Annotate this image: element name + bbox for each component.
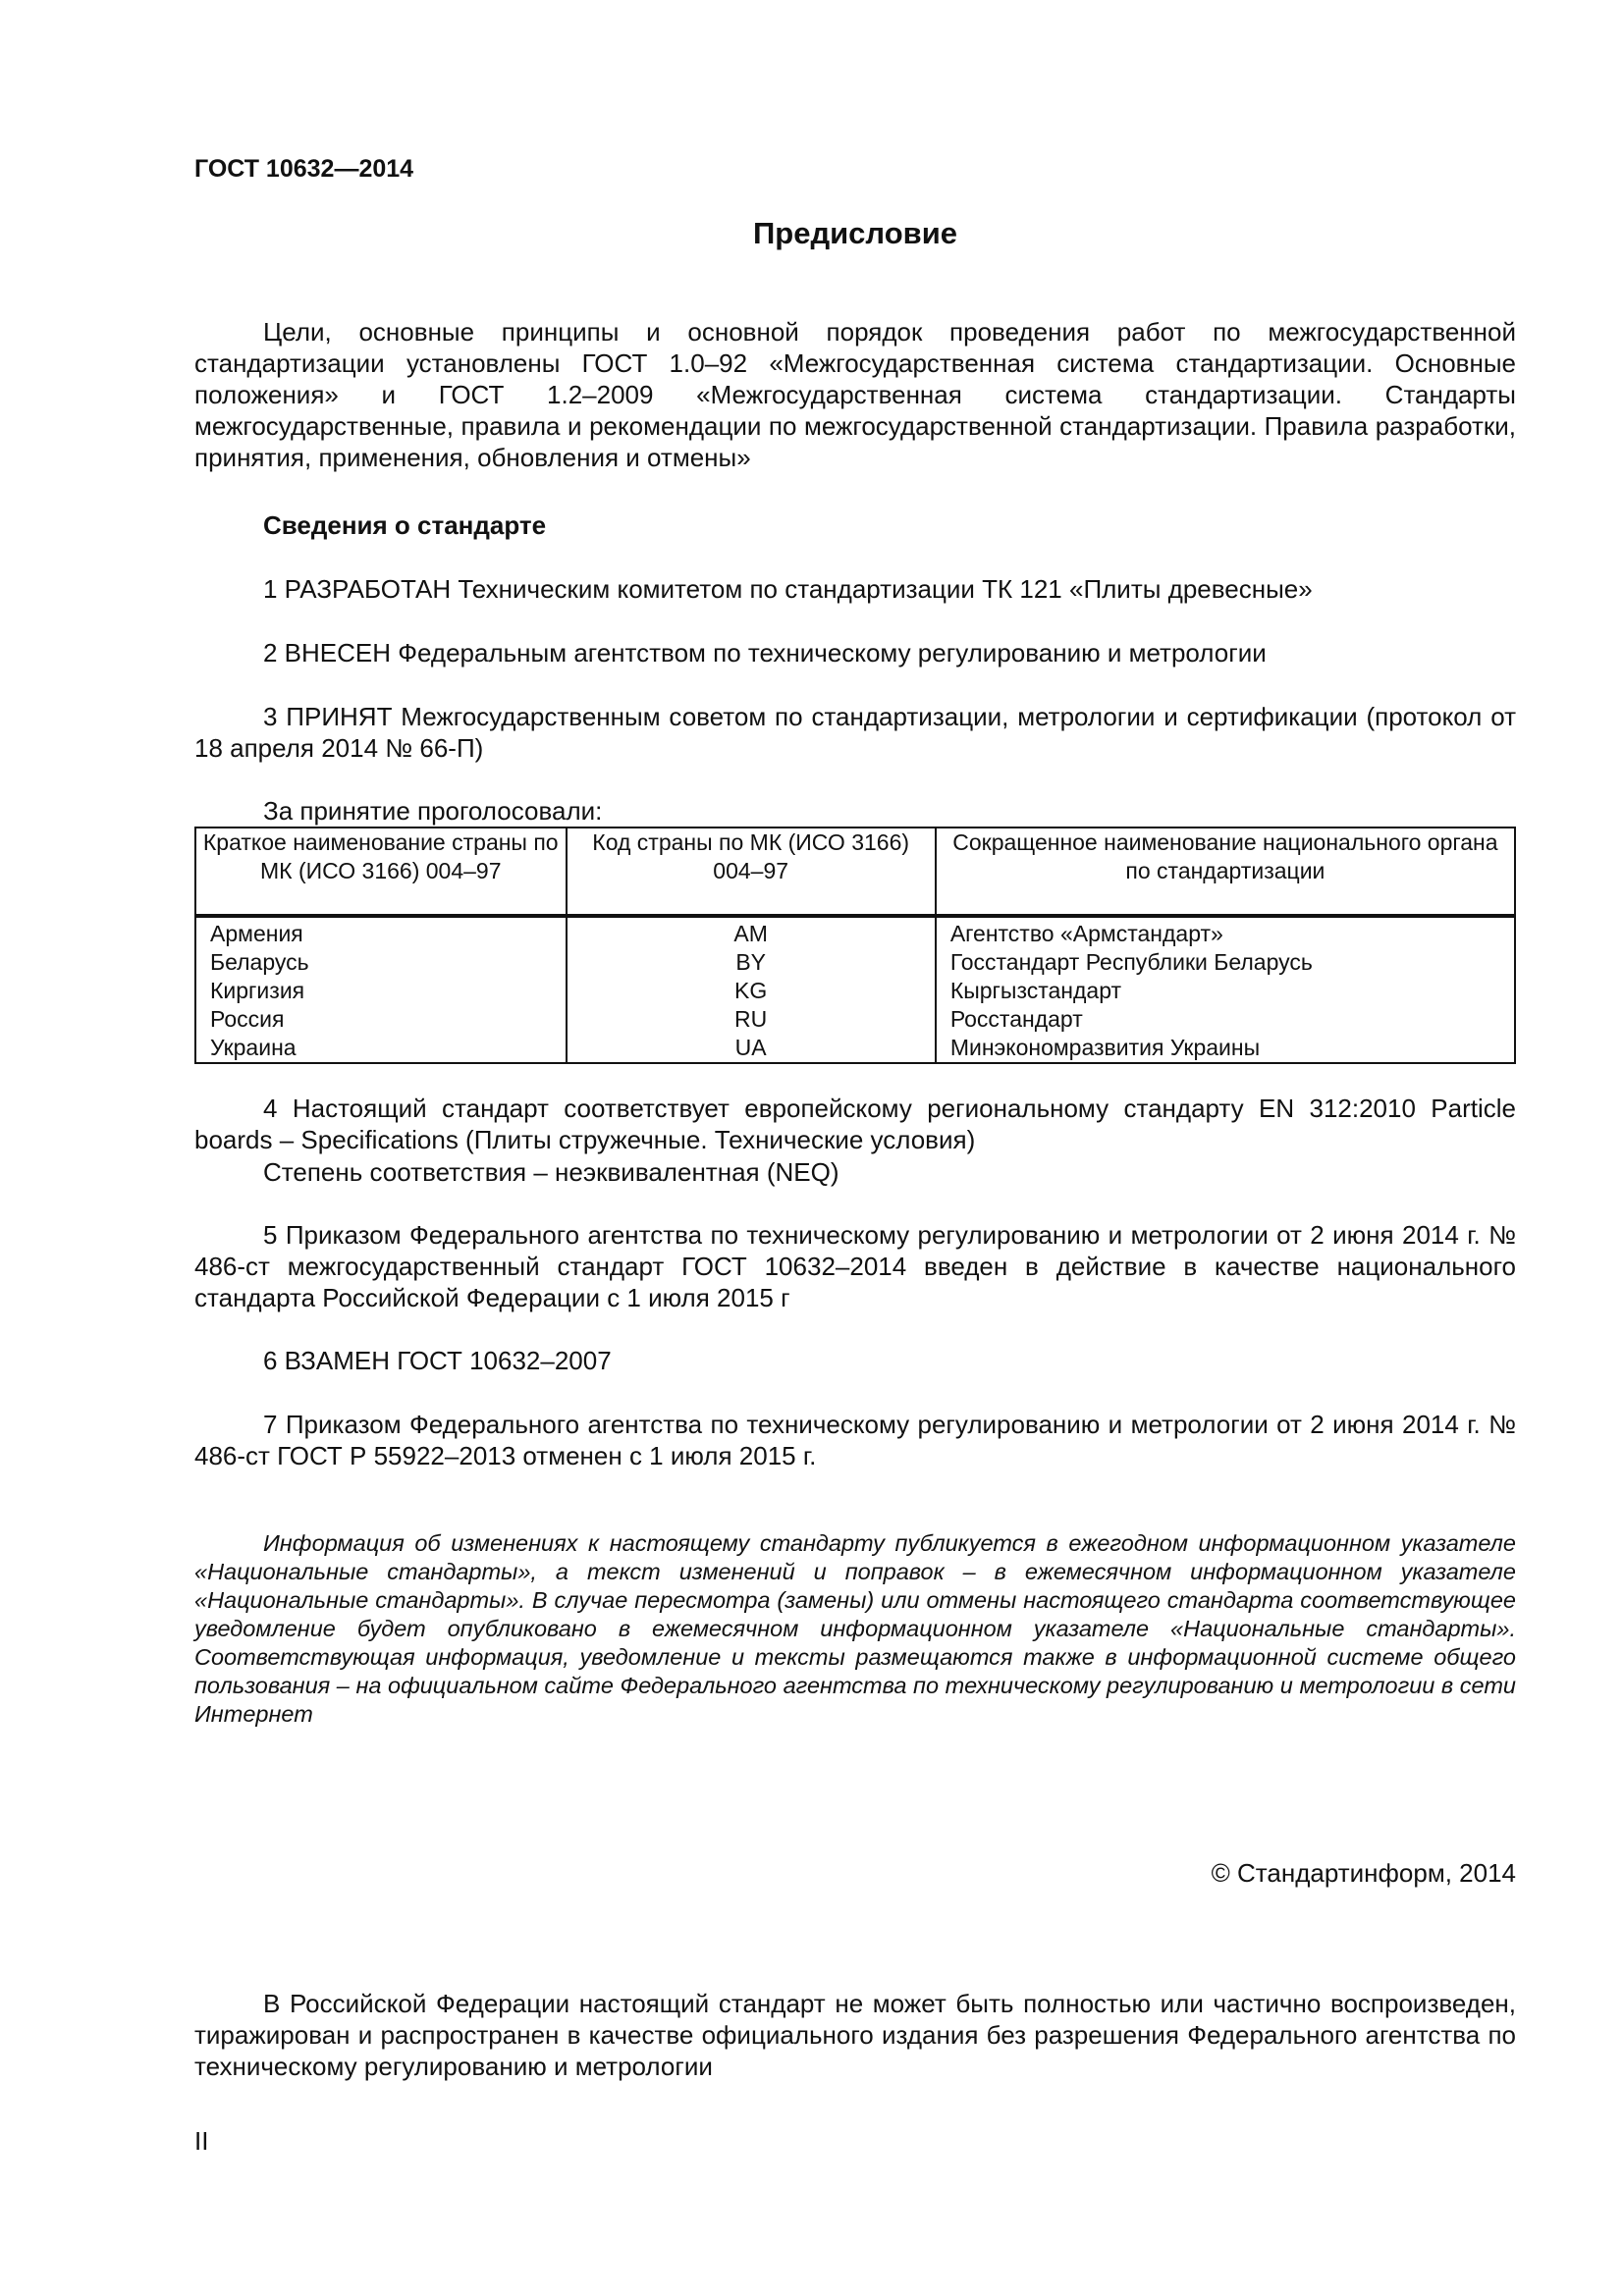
- cell-code: KG: [567, 977, 936, 1005]
- page-number: II: [194, 2126, 209, 2156]
- item-cancelled: 7 Приказом Федерального агентства по техническому регулированию и метрологии от 2 июня 2014 г. № 486-ст ГОСТ Р 55922–2013 отменен с 1 июля 2015 г.: [194, 1410, 1516, 1470]
- page-title: Предисловие: [752, 216, 957, 250]
- table-header-row: [195, 828, 1515, 916]
- cell-country: Беларусь: [195, 948, 567, 977]
- item-replaces: 6 ВЗАМЕН ГОСТ 10632–2007: [263, 1346, 612, 1375]
- cell-code: BY: [567, 948, 936, 977]
- notice-paragraph: Информация об изменениях к настоящему стандарту публикуется в ежегодном информационном указателе «Национальные стандарты», а текст изменений и поправок – в ежемесячном информационном указателе «Национальные стандарты». В случае пересмотра (замены) или отмены настоящего стандарта соответствующее уведомление будет опубликовано в ежемесячном информационном указателе «Национальные стандарты». Соответствующая информация, уведомление и тексты размещаются также в информационной системе общего пользования – на официальном сайте Федерального агентства по техническому регулированию и метрологии в сети Интернет: [194, 1530, 1516, 1727]
- cell-body: Минэкономразвития Украины: [936, 1034, 1515, 1063]
- item-adopted: 3 ПРИНЯТ Межгосударственным советом по стандартизации, метрологии и сертификации (протокол от 18 апреля 2014 № 66-П): [194, 702, 1516, 763]
- table-header-body: Сокращенное наименование национального органа по стандартизации: [936, 828, 1515, 916]
- table-row: [195, 916, 1515, 948]
- table-row: [195, 977, 1515, 1005]
- cell-country: Армения: [195, 916, 567, 948]
- document-page: [194, 0, 1516, 2296]
- voted-label: За принятие проголосовали:: [263, 796, 603, 826]
- item-order: 5 Приказом Федерального агентства по техническому регулированию и метрологии от 2 июня 2014 г. № 486-ст межгосударственный стандарт ГОСТ 10632–2014 введен в действие в качестве национального стандарта Российской Федерации с 1 июля 2015 г: [194, 1220, 1516, 1312]
- cell-code: RU: [567, 1005, 936, 1034]
- cell-country: Киргизия: [195, 977, 567, 1005]
- table-row: [195, 1034, 1515, 1063]
- item-introduced: 2 ВНЕСЕН Федеральным агентством по техническому регулированию и метрологии: [263, 638, 1267, 667]
- copyright: © Стандартинформ, 2014: [1211, 1858, 1516, 1888]
- item-conformity: 4 Настоящий стандарт соответствует европейскому региональному стандарту EN 312:2010 Particle boards – Specifications (Плиты стружечные. Технические условия): [194, 1094, 1516, 1154]
- legal-paragraph: В Российской Федерации настоящий стандарт не может быть полностью или частично воспроизведен, тиражирован и распространен в качестве официального издания без разрешения Федерального агентства по техническому регулированию и метрологии: [194, 1989, 1516, 2081]
- cell-code: UA: [567, 1034, 936, 1063]
- document-header: ГОСТ 10632—2014: [194, 155, 414, 183]
- countries-table: [194, 827, 1516, 1064]
- table-row: [195, 1005, 1515, 1034]
- intro-paragraph: Цели, основные принципы и основной порядок проведения работ по межгосударственной стандартизации установлены ГОСТ 1.0–92 «Межгосударственная система стандартизации. Основные положения» и ГОСТ 1.2–2009 «Межгосударственная система стандартизации. Стандарты межгосударственные, правила и рекомендации по межгосударственной стандартизации. Правила разработки, принятия, применения, обновления и отмены»: [194, 317, 1516, 472]
- cell-body: Кыргызстандарт: [936, 977, 1515, 1005]
- info-heading: Сведения о стандарте: [263, 510, 547, 540]
- item-developed: 1 РАЗРАБОТАН Техническим комитетом по стандартизации ТК 121 «Плиты древесные»: [263, 574, 1313, 604]
- cell-code: AM: [567, 916, 936, 948]
- cell-country: Украина: [195, 1034, 567, 1063]
- table-header-country: Краткое наименование страны по МК (ИСО 3166) 004–97: [195, 828, 567, 916]
- cell-body: Госстандарт Республики Беларусь: [936, 948, 1515, 977]
- cell-country: Россия: [195, 1005, 567, 1034]
- cell-body: Росстандарт: [936, 1005, 1515, 1034]
- table-row: [195, 948, 1515, 977]
- table-header-code: Код страны по МК (ИСО 3166) 004–97: [567, 828, 936, 916]
- conformity-degree: Степень соответствия – неэквивалентная (NEQ): [263, 1157, 839, 1187]
- cell-body: Агентство «Армстандарт»: [936, 916, 1515, 948]
